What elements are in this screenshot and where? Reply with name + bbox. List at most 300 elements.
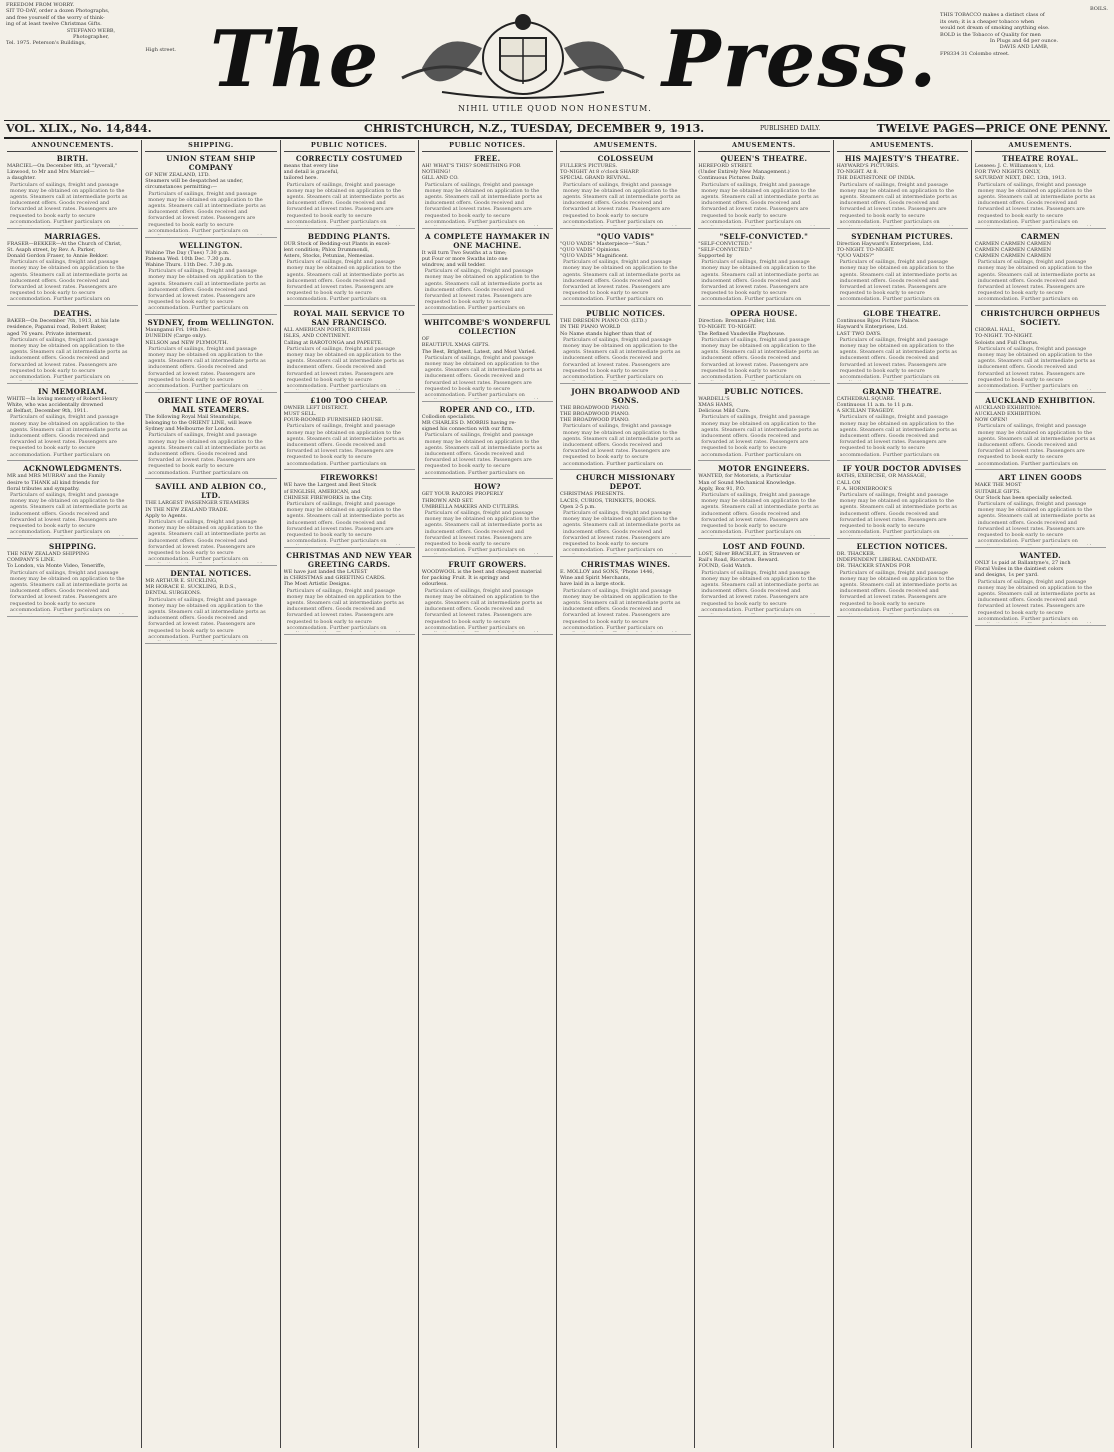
ad-line: DAVIS AND LAMB, <box>999 44 1049 51</box>
newspaper-columns <box>4 140 1110 1450</box>
advertisement-text: CARMEN CARMEN CARMEN <box>974 240 1051 247</box>
column-heading: AMUSEMENTS. <box>698 140 829 152</box>
advertisement-text: The following Royal Mail Steamships, <box>145 413 241 420</box>
advertisement-block <box>837 154 968 229</box>
advertisement-title: SYDENHAM PICTURES. <box>851 231 954 241</box>
advertisement-block <box>698 154 829 229</box>
newspaper-column <box>419 140 557 1448</box>
advertisement-text: aged 76 years. Private interment. <box>7 330 93 337</box>
advertisement-text: MR CHARLES D. MORRIS having re- <box>421 420 517 427</box>
advertisement-body-text: Particulars of sailings, freight and passage money may be obtained on application to the agents. Steamers call at intermediate ports as inducement offers. Goods received and forwarded at lowest rates. Passengers are requested to book early to secure accommodation. Further particulars on <box>701 569 819 613</box>
advertisement-text: WHITE—In loving memory of Robert Henry <box>7 395 118 402</box>
advertisement-text: and designs, 1s per yard. <box>974 572 1039 579</box>
advertisement-body-text: Particulars of sailings, freight and passage money may be obtained on application to the agents. Steamers call at intermediate ports as inducement offers. Goods received and forwarded at lowest rates. Passengers are requested to book early to secure accommodation. Further particulars on <box>839 181 957 225</box>
advertisement-text: windrow, and will tedder. <box>421 262 486 269</box>
ad-line: and free yourself of the worry of think- <box>6 14 105 21</box>
advertisement-body-text: Particulars of sailings, freight and passage money may be obtained on application to the agents. Steamers call at intermediate ports as inducement offers. Goods received and forwarded at lowest rates. Passengers are requested to book early to secure accommodation. Further particulars on <box>148 268 266 312</box>
advertisement-text: NELSON and NEW PLYMOUTH. <box>145 339 229 346</box>
advertisement-title: WELLINGTON. <box>179 240 243 250</box>
advertisement-title: HOW? <box>474 482 501 492</box>
advertisement-title: COLOSSEUM <box>597 154 654 163</box>
advertisement-text: HEREFORD STREET. <box>698 163 753 169</box>
advertisement-body-text: Particulars of sailings, freight and passage money may be obtained on application to the agents. Steamers call at intermediate ports as inducement offers. Goods received and forwarded at lowest rates. Passengers are requested to book early to secure accommodation. Further particulars on <box>701 414 819 458</box>
advertisement-text: TO-NIGHT. At 8. <box>836 169 879 176</box>
advertisement-text: Our Stock has been specially selected. <box>974 494 1073 501</box>
advertisement-text: BATHS, EXERCISE, OR MASSAGE, <box>836 473 927 480</box>
masthead-title-left: The <box>210 14 381 105</box>
advertisement-title: DENTAL NOTICES. <box>170 569 252 579</box>
advertisement-text: CATHEDRAL SQUARE. <box>836 395 896 402</box>
advertisement-text: The Best, Brightest, Latest, and Most Varied. <box>421 348 537 355</box>
advertisement-body-text: Particulars of sailings, freight and passage money may be obtained on application to the agents. Steamers call at intermediate ports as inducement offers. Goods received and forwarded at lowest rates. Passengers are requested to book early to secure accommodation. Further particulars on <box>839 259 957 303</box>
advertisement-text: OF NEW ZEALAND, LTD. <box>145 172 210 178</box>
advertisement-body-text: Particulars of sailings, freight and passage money may be obtained on application to the agents. Steamers call at intermediate ports as inducement offers. Goods received and forwarded at lowest rates. Passengers are requested to book early to secure accommodation. Further particulars on <box>10 569 128 613</box>
ad-line: FREEDOM FROM WORRY. <box>6 2 75 8</box>
advertisement-block <box>975 154 1106 229</box>
advertisement-text: FOUND, Gold Watch. <box>698 563 753 570</box>
advertisement-text: FOR TWO NIGHTS ONLY, <box>974 169 1041 176</box>
advertisement-block <box>284 551 415 635</box>
advertisement-body-text: Particulars of sailings, freight and passage money may be obtained on application to the agents. Steamers call at intermediate ports as inducement offers. Goods received and forwarded at lowest rates. Passengers are requested to book early to secure accommodation. Further particulars on <box>839 492 957 536</box>
advertisement-text: SPECIAL GRAND REVIVAL. <box>560 175 631 182</box>
ad-line: would not dream of smoking anything else. <box>940 25 1050 32</box>
advertisement-block <box>422 318 553 402</box>
advertisement-block <box>284 309 415 393</box>
advertisement-text: AUCKLAND EXHIBITION. <box>974 404 1042 411</box>
advertisement-text: OF <box>421 336 430 343</box>
advertisement-text: FRASER—BEKKER—At the Church of Christ, <box>7 240 122 247</box>
advertisement-text: FULLER'S PICTURES. <box>560 163 618 169</box>
advertisement-text: (Under Entirely New Management.) <box>698 169 790 176</box>
advertisement-text: MARCIEL—On December 8th, at "Iyverall," <box>7 163 118 169</box>
advertisement-body-text: Particulars of sailings, freight and passage money may be obtained on application to the agents. Steamers call at intermediate ports as inducement offers. Goods received and forwarded at lowest rates. Passengers are requested to book early to secure accommodation. Further particulars on <box>977 423 1096 467</box>
advertisement-text: IN THE PIANO WORLD <box>560 324 621 331</box>
advertisement-title: CHRISTCHURCH ORPHEUS SOCIETY. <box>980 309 1101 328</box>
advertisement-text: DENTAL SURGEONS. <box>145 590 202 597</box>
advertisement-text: CARMEN CARMEN CARMEN <box>974 253 1051 260</box>
column-heading: ANNOUNCEMENTS. <box>7 140 138 152</box>
advertisement-text: CHORAL HALL, <box>974 327 1016 334</box>
advertisement-title: THEATRE ROYAL. <box>1002 154 1079 163</box>
advertisement-text: CARMEN CARMEN CARMEN <box>974 246 1051 253</box>
advertisement-body-text: Particulars of sailings, freight and passage money may be obtained on application to the agents. Steamers call at intermediate ports as inducement offers. Goods received and forwarded at lowest rates. Passengers are requested to book early to secure accommodation. Further particulars on <box>701 492 819 536</box>
advertisement-text: for packing Fruit. It is springy and <box>421 575 510 582</box>
advertisement-block <box>7 464 138 539</box>
dateline-bar <box>4 120 1110 139</box>
advertisement-block <box>422 405 553 480</box>
advertisement-title: MARRIAGES. <box>44 231 101 241</box>
advertisement-block <box>560 154 691 229</box>
advertisement-text: Apply to Agents. <box>145 512 188 519</box>
advertisement-block <box>975 232 1106 307</box>
advertisement-body-text: Particulars of sailings, freight and passage money may be obtained on application to the agents. Steamers call at intermediate ports as inducement offers. Goods received and forwarded at lowest rates. Passengers are requested to book early to secure accommodation. Further particulars on <box>286 345 404 390</box>
advertisement-text: lent condition; Phlox Drummondi, <box>283 246 370 253</box>
advertisement-text: No Name stands higher than that of <box>560 330 652 337</box>
advertisement-text: "QUO VADIS" Magnificent. <box>560 253 629 260</box>
advertisement-title: SAVILL AND ALBION CO., LTD. <box>155 482 267 501</box>
advertisement-text: THE DRESDEN PIANO CO. (LTD.) <box>560 318 647 325</box>
issue-price: TWELVE PAGES—PRICE ONE PENNY. <box>876 122 1108 135</box>
advertisement-text: Asters, Stocks, Petunias, Nemesias. <box>283 253 375 260</box>
advertisement-text: Direction: Brennan-Fuller, Ltd. <box>698 318 777 325</box>
advertisement-text: Pateena Wed. 10th Dec. 7.30 p.m. <box>145 255 232 262</box>
advertisement-text: Donald Gordon Fraser, to Annie Bekker. <box>7 253 109 260</box>
advertisement-text: ISLES, AND CONTINENT. <box>283 333 351 340</box>
advertisement-body-text: Particulars of sailings, freight and passage money may be obtained on application to the agents. Steamers call at intermediate ports as inducement offers. Goods received and forwarded at lowest rates. Passengers are requested to book early to secure accommodation. Further particulars on <box>563 510 681 554</box>
advertisement-body-text: Particulars of sailings, freight and passage money may be obtained on application to the agents. Steamers call at intermediate ports as inducement offers. Goods received and forwarded at lowest rates. Passengers are requested to book early to secure accommodation. Further particulars on <box>148 519 266 563</box>
advertisement-title: ELECTION NOTICES. <box>856 542 948 552</box>
advertisement-body-text: Particulars of sailings, freight and passage money may be obtained on application to the agents. Steamers call at intermediate ports as inducement offers. Goods received and forwarded at lowest rates. Passengers are requested to book early to secure accommodation. Further particulars on <box>977 259 1096 303</box>
advertisement-body-text: Particulars of sailings, freight and passage money may be obtained on application to the agents. Steamers call at intermediate ports as inducement offers. Goods received and forwarded at lowest rates. Passengers are requested to book early to secure accommodation. Further particulars on <box>286 181 404 225</box>
advertisement-text: Apply, Box 91, P.O. <box>698 485 746 492</box>
advertisement-text: signed his connection with our firm. <box>421 426 514 433</box>
advertisement-text: ALL AMERICAN PORTS, BRITISH <box>283 327 371 334</box>
advertisement-text: desire to THANK all kind friends for <box>7 479 99 486</box>
advertisement-block <box>560 560 691 635</box>
column-heading: PUBLIC NOTICES. <box>422 140 553 152</box>
advertisement-text: CALL ON <box>836 479 861 486</box>
masthead-motto: NIHIL UTILE QUOD NON HONESTUM. <box>458 104 652 113</box>
advertisement-title: GRAND THEATRE. <box>862 386 942 396</box>
advertisement-text: HAYWARD'S PICTURES. <box>836 163 900 169</box>
advertisement-text: have laid in a large stock. <box>560 581 626 588</box>
ad-line: its own; it is a cheaper tobacco when <box>940 18 1035 25</box>
advertisement-body-text: Particulars of sailings, freight and passage money may be obtained on application to the agents. Steamers call at intermediate ports as inducement offers. Goods received and forwarded at lowest rates. Passengers are requested to book early to secure accommodation. Further particulars on <box>701 181 819 225</box>
newspaper-column <box>834 140 972 1448</box>
advertisement-body-text: Particulars of sailings, freight and passage money may be obtained on application to the agents. Steamers call at intermediate ports as inducement offers. Goods received and forwarded at lowest rates. Passengers are requested to book early to secure accommodation. Further particulars on <box>977 501 1096 545</box>
advertisement-body-text: Particulars of sailings, freight and passage money may be obtained on application to the agents. Steamers call at intermediate ports as inducement offers. Goods received and forwarded at lowest rates. Passengers are requested to book early to secure accommodation. Further particulars on <box>148 432 266 476</box>
advertisement-text: and detail is graceful, <box>283 169 339 176</box>
advertisement-text: tailored here. <box>283 175 318 182</box>
advertisement-body-text: Particulars of sailings, freight and passage money may be obtained on application to the agents. Steamers call at intermediate ports as inducement offers. Goods received and forwarded at lowest rates. Passengers are requested to book early to secure accommodation. Further particulars on <box>424 354 543 399</box>
advertisement-block <box>7 309 138 384</box>
advertisement-text: residence, Papanui road, Robert Baker, <box>7 324 107 331</box>
coat-of-arms-emblem <box>382 8 664 104</box>
advertisement-text: Linwood, to Mr and Mrs Marciel— <box>7 169 95 176</box>
advertisement-title: CHRISTMAS AND NEW YEAR GREETING CARDS. <box>286 551 413 570</box>
advertisement-title: SYDNEY, from WELLINGTON. <box>147 318 275 328</box>
newspaper-column <box>142 140 280 1448</box>
advertisement-title: ORIENT LINE OF ROYAL MAIL STEAMERS. <box>157 395 264 414</box>
advertisement-block <box>698 309 829 384</box>
advertisement-text: LACES, CURIOS, TRINKETS, BOOKS. <box>560 497 657 504</box>
advertisement-block <box>698 542 829 617</box>
advertisement-title: SHIPPING. <box>49 542 97 552</box>
advertisement-title: CHURCH MISSIONARY DEPOT. <box>576 473 676 492</box>
advertisement-text: COMPANY'S LINE. <box>7 557 56 564</box>
advertisement-text: GILL AND CO. <box>421 175 459 182</box>
advertisement-text: "SELF-CONVICTED." <box>698 240 753 247</box>
advertisement-text: "SELF-CONVICTED." <box>698 246 753 253</box>
advertisement-body-text: Particulars of sailings, freight and passage money may be obtained on application to the agents. Steamers call at intermediate ports as inducement offers. Goods received and forwarded at lowest rates. Passengers are requested to book early to secure accommodation. Further particulars on <box>563 336 681 381</box>
advertisement-body-text: Particulars of sailings, freight and passage money may be obtained on application to the agents. Steamers call at intermediate ports as inducement offers. Goods received and forwarded at lowest rates. Passengers are requested to book early to secure accommodation. Further particulars on <box>148 345 266 390</box>
advertisement-title: FIREWORKS! <box>320 473 379 483</box>
advertisement-block <box>698 232 829 307</box>
advertisement-body-text: Particulars of sailings, freight and passage money may be obtained on application to the agents. Steamers call at intermediate ports as inducement offers. Goods received and forwarded at lowest rates. Passengers are requested to book early to secure accommodation. Further particulars on <box>977 345 1096 390</box>
advertisement-text: Steamers will be despatched as under, <box>145 178 244 185</box>
advertisement-title: WANTED. <box>1019 551 1061 561</box>
advertisement-title: £100 TOO CHEAP. <box>310 395 388 405</box>
column-heading: PUBLIC NOTICES. <box>284 140 415 152</box>
ad-line: In Plugs and 6d per ounce. <box>989 38 1059 45</box>
advertisement-text: Delicious Mild Cure. <box>698 408 751 415</box>
advertisement-text: BAKER—On December 7th, 1913, at his late <box>7 318 120 325</box>
advertisement-text: MUST SELL. <box>283 411 317 418</box>
advertisement-text: Wine and Spirit Merchants, <box>560 575 631 582</box>
advertisement-text: MAKE THE MOST <box>974 482 1022 489</box>
publication-frequency: PUBLISHED DAILY. <box>760 125 821 132</box>
advertisement-text: circumstances permitting:— <box>145 184 218 191</box>
column-heading: AMUSEMENTS. <box>560 140 691 152</box>
advertisement-title: ROPER AND CO., LTD. <box>439 404 536 414</box>
advertisement-text: WE have the Largest and Best Stock <box>283 482 377 489</box>
advertisement-text: LOST, Silver BRACELET, in Strawven or <box>698 551 801 558</box>
advertisement-text: TO-NIGHT. TO-NIGHT. <box>836 246 895 253</box>
newspaper-column <box>281 140 419 1448</box>
advertisement-text: TO-NIGHT At 8 o'clock SHARP. <box>560 169 640 176</box>
advertisement-text: NOTHING! <box>421 169 451 176</box>
advertisement-title: FRUIT GROWERS. <box>448 560 527 570</box>
advertisement-body-text: Particulars of sailings, freight and passage money may be obtained on application to the agents. Steamers call at intermediate ports as inducement offers. Goods received and forwarded at lowest rates. Passengers are requested to book early to secure accommodation. Further particulars on <box>424 432 543 476</box>
advertisement-block <box>145 396 276 480</box>
advertisement-body-text: Particulars of sailings, freight and passage money may be obtained on application to the agents. Steamers call at intermediate ports as inducement offers. Goods received and forwarded at lowest rates. Passengers are requested to book early to secure accommodation. Further particulars on <box>839 414 957 458</box>
advertisement-text: DUNEDIN (Cargo only). <box>145 333 207 340</box>
advertisement-text: DR. THACKER. <box>836 551 876 558</box>
advertisement-text: Floral Voiles in the daintiest colors <box>974 566 1064 573</box>
advertisement-text: Collodion specialists. <box>421 413 476 420</box>
advertisement-text: THE BROADWOOD PIANO. <box>560 404 630 411</box>
advertisement-block <box>698 464 829 539</box>
advertisement-block <box>837 387 968 462</box>
advertisement-text: at Belfast, December 9th, 1911. <box>7 408 88 415</box>
advertisement-text: WE have just landed the LATEST <box>283 569 368 576</box>
ad-line: BOILS. <box>1090 6 1108 12</box>
advertisement-block <box>7 154 138 229</box>
newspaper-column <box>972 140 1109 1448</box>
advertisement-title: DEATHS. <box>53 309 92 319</box>
advertisement-title: A COMPLETE HAYMAKER IN ONE MACHINE. <box>425 231 550 250</box>
advertisement-text: GET YOUR RAZORS PROPERLY <box>421 491 504 498</box>
advertisement-block <box>7 542 138 617</box>
advertisement-text: means that every line <box>283 163 339 169</box>
advertisement-text: LAST TWO DAYS. <box>836 330 882 337</box>
advertisement-block <box>975 473 1106 548</box>
advertisement-text: INDEPENDENT LIBERAL CANDIDATE. <box>836 557 938 564</box>
advertisement-text: of ENGLISH, AMERICAN, and <box>283 488 361 495</box>
advertisement-text: THE BROADWOOD PIANO. <box>560 417 630 424</box>
advertisement-body-text: Particulars of sailings, freight and passage money may be obtained on application to the agents. Steamers call at intermediate ports as inducement offers. Goods received and forwarded at lowest rates. Passengers are requested to book early to secure accommodation. Further particulars on <box>286 501 404 545</box>
advertisement-body-text: Particulars of sailings, freight and passage money may be obtained on application to the agents. Steamers call at intermediate ports as inducement offers. Goods received and forwarded at lowest rates. Passengers are requested to book early to secure accommodation. Further particulars on <box>148 596 266 640</box>
advertisement-block <box>422 154 553 229</box>
newspaper-column <box>4 140 142 1448</box>
advertisement-text: NOW OPEN! <box>974 417 1008 424</box>
advertisement-text: Hayward's Enterprises, Ltd. <box>836 324 908 331</box>
advertisement-title: IN MEMORIAM. <box>38 386 108 396</box>
advertisement-block <box>145 482 276 566</box>
advertisement-block <box>284 396 415 471</box>
advertisement-body-text: Particulars of sailings, freight and passage money may be obtained on application to the agents. Steamers call at intermediate ports as inducement offers. Goods received and forwarded at lowest rates. Passengers are requested to book early to secure accommodation. Further particulars on <box>148 190 266 234</box>
advertisement-block <box>422 232 553 316</box>
advertisement-text: Lessees: J. C. Williamson's, Ltd. <box>974 163 1055 169</box>
advertisement-text: The Refined Vaudeville Playhouse. <box>698 330 786 337</box>
advertisement-text: Maunganui Fri. 19th Dec. <box>145 327 211 334</box>
advertisement-title: JOHN BROADWOOD AND SONS. <box>571 386 680 405</box>
advertisement-body-text: Particulars of sailings, freight and passage money may be obtained on application to the agents. Steamers call at intermediate ports as inducement offers. Goods received and forwarded at lowest rates. Passengers are requested to book early to secure accommodation. Further particulars on <box>701 336 819 381</box>
ad-line: BOLD is the Tobacco of Quality for men <box>940 31 1041 38</box>
advertisement-body-text: Particulars of sailings, freight and passage money may be obtained on application to the agents. Steamers call at intermediate ports as inducement offers. Goods received and forwarded at lowest rates. Passengers are requested to book early to secure accommodation. Further particulars on <box>839 569 957 613</box>
advertisement-block <box>837 232 968 307</box>
advertisement-text: Continuous 11 a.m. to 11 p.m. <box>836 402 914 409</box>
advertisement-text: THE NEW ZEALAND SHIPPING <box>7 551 90 558</box>
advertisement-text: WOODWOOL is the best and cheapest material <box>421 569 542 576</box>
advertisement-body-text: Particulars of sailings, freight and passage money may be obtained on application to the agents. Steamers call at intermediate ports as inducement offers. Goods received and forwarded at lowest rates. Passengers are requested to book early to secure accommodation. Further particulars on <box>563 181 681 225</box>
advertisement-block <box>145 569 276 644</box>
top-left-advertisement <box>6 2 176 53</box>
advertisement-body-text: Particulars of sailings, freight and passage money may be obtained on application to the agents. Steamers call at intermediate ports as inducement offers. Goods received and forwarded at lowest rates. Passengers are requested to book early to secure accommodation. Further particulars on <box>424 587 543 631</box>
ad-line: Tel. 1975. Peterson's Buildings, <box>6 40 86 47</box>
advertisement-title: AUCKLAND EXHIBITION. <box>985 395 1096 405</box>
advertisement-text: SATURDAY NEXT, DEC. 13th, 1913. <box>974 175 1067 182</box>
advertisement-text: OWNER LEFT DISTRICT. <box>283 404 348 411</box>
advertisement-title: LOST AND FOUND. <box>722 542 806 552</box>
advertisement-block <box>145 318 276 393</box>
advertisement-body-text: Particulars of sailings, freight and passage money may be obtained on application to the agents. Steamers call at intermediate ports as inducement offers. Goods received and forwarded at lowest rates. Passengers are requested to book early to secure accommodation. Further particulars on <box>10 336 128 381</box>
column-heading: AMUSEMENTS. <box>837 140 968 152</box>
advertisement-title: HIS MAJESTY'S THEATRE. <box>844 154 960 163</box>
advertisement-title: QUEEN'S THEATRE. <box>720 154 808 163</box>
advertisement-text: E. MOLLOY and SONS, 'Phone 1446, <box>560 569 655 576</box>
newspaper-column <box>557 140 695 1448</box>
advertisement-text: odourless. <box>421 581 448 588</box>
advertisement-text: DR. THACKER STANDS FOR <box>836 563 911 570</box>
volume-number: VOL. XLIX., No. 14,844. <box>6 122 152 135</box>
advertisement-block <box>284 232 415 307</box>
advertisement-title: "SELF-CONVICTED." <box>719 231 809 241</box>
advertisement-title: CHRISTMAS WINES. <box>580 560 671 570</box>
advertisement-text: FOUR-ROOMED FURNISHED HOUSE. <box>283 417 384 424</box>
advertisement-text: Open 2-5 p.m. <box>560 503 596 510</box>
advertisement-text: F. A. HORNIBROOK'S <box>836 485 892 492</box>
advertisement-title: GLOBE THEATRE. <box>863 309 942 319</box>
advertisement-body-text: Particulars of sailings, freight and passage money may be obtained on application to the agents. Steamers call at intermediate ports as inducement offers. Goods received and forwarded at lowest rates. Passengers are requested to book early to secure accommodation. Further particulars on <box>286 587 404 631</box>
advertisement-text: MR ARTHUR E. SUCKLING, <box>145 578 218 585</box>
advertisement-text: CHINESE FIREWORKS in the City. <box>283 494 373 501</box>
advertisement-text: Calling at RAROTONGA and PAPEETE. <box>283 339 383 346</box>
advertisement-text: AH! WHAT'S THIS? SOMETHING FOR <box>421 163 521 169</box>
ad-line: Photographer, <box>73 34 109 41</box>
advertisement-text: Sydney and Melbourne for London. <box>145 426 235 433</box>
advertisement-body-text: Particulars of sailings, freight and passage money may be obtained on application to the agents. Steamers call at intermediate ports as inducement offers. Goods received and forwarded at lowest rates. Passengers are requested to book early to secure accommodation. Further particulars on <box>563 423 681 467</box>
masthead-title-right: Press. <box>662 14 939 105</box>
advertisement-text: Man of Sound Mechanical Knowledge. <box>698 479 796 486</box>
advertisement-text: belonging to the ORIENT LINE, will leave <box>145 420 252 427</box>
ad-line: FP8334 31 Colombo street. <box>940 50 1010 57</box>
advertisement-body-text: Particulars of sailings, freight and passage money may be obtained on application to the agents. Steamers call at intermediate ports as inducement offers. Goods received and forwarded at lowest rates. Passengers are requested to book early to secure accommodation. Further particulars on <box>977 181 1096 225</box>
advertisement-text: Continuous Pictures Daily. <box>698 175 766 182</box>
advertisement-text: WANTED, for Motorists, a Particular <box>698 473 792 480</box>
column-heading: SHIPPING. <box>145 140 276 152</box>
advertisement-text: put Four or more Swaths into one <box>421 255 508 262</box>
advertisement-title: FREE. <box>474 154 501 163</box>
ad-line: STEFFANO WEBB, <box>66 27 116 34</box>
advertisement-block <box>7 232 138 307</box>
advertisement-block <box>422 482 553 557</box>
advertisement-body-text: Particulars of sailings, freight and passage money may be obtained on application to the agents. Steamers call at intermediate ports as inducement offers. Goods received and forwarded at lowest rates. Passengers are requested to book early to secure accommodation. Further particulars on <box>424 181 543 225</box>
advertisement-title: CORRECTLY COSTUMED <box>295 154 403 163</box>
advertisement-text: CHRISTMAS PRESENTS. <box>560 491 625 498</box>
ad-line: ing of at least twelve Christmas Gifts. <box>6 21 102 28</box>
ad-line: High street. <box>145 46 176 53</box>
advertisement-title: ROYAL MAIL SERVICE TO SAN FRANCISCO. <box>293 309 405 328</box>
advertisement-text: It will turn Two Swaths at a time; <box>421 249 507 256</box>
advertisement-title: "QUO VADIS" <box>596 231 655 241</box>
advertisement-text: The Most Artistic Designs. <box>283 581 351 588</box>
advertisement-title: ART LINEN GOODS <box>998 473 1083 483</box>
masthead <box>0 0 1114 120</box>
advertisement-title: CARMEN <box>1020 231 1060 241</box>
advertisement-title: OPERA HOUSE. <box>730 309 798 319</box>
advertisement-title: MOTOR ENGINEERS. <box>718 464 810 474</box>
advertisement-text: TO-NIGHT. TO-NIGHT. <box>698 324 757 331</box>
advertisement-text: a daughter. <box>7 175 36 182</box>
advertisement-text: THE BROADWOOD PIANO. <box>560 411 630 418</box>
advertisement-body-text: Particulars of sailings, freight and passage money may be obtained on application to the agents. Steamers call at intermediate ports as inducement offers. Goods received and forwarded at lowest rates. Passengers are requested to book early to secure accommodation. Further particulars on <box>563 587 681 631</box>
advertisement-text: BEAUTIFUL XMAS GIFTS. <box>421 342 490 349</box>
advertisement-block <box>837 542 968 617</box>
advertisement-body-text: Particulars of sailings, freight and passage money may be obtained on application to the agents. Steamers call at intermediate ports as inducement offers. Goods received and forwarded at lowest rates. Passengers are requested to book early to secure accommodation. Further particulars on <box>701 259 819 303</box>
advertisement-text: White, who was accidentally drowned <box>7 402 104 409</box>
advertisement-text: Rail's Road, Riccarton. Reward. <box>698 557 779 564</box>
advertisement-body-text: Particulars of sailings, freight and passage money may be obtained on application to the agents. Steamers call at intermediate ports as inducement offers. Goods received and forwarded at lowest rates. Passengers are requested to book early to secure accommodation. Further particulars on <box>10 181 128 225</box>
column-heading: AMUSEMENTS. <box>975 140 1106 152</box>
advertisement-text: THROWN AND SET. <box>421 497 474 504</box>
advertisement-text: UMBRELLA MAKERS AND CUTLERS. <box>421 503 520 510</box>
advertisement-text: Continuous Bijou Picture Palace. <box>836 318 920 325</box>
advertisement-text: floral tributes and sympathy. <box>7 485 80 492</box>
advertisement-text: MR and MRS MURRAY and the Family <box>7 473 106 480</box>
advertisement-text: Wahine Thurs. 11th Dec. 7.30 p.m. <box>145 262 234 269</box>
advertisement-block <box>145 241 276 316</box>
advertisement-block <box>7 387 138 462</box>
advertisement-block <box>560 232 691 307</box>
advertisement-text: XMAS HAMS, <box>698 402 734 409</box>
advertisement-text: Supported by <box>698 253 733 260</box>
advertisement-block <box>284 473 415 548</box>
advertisement-text: Soloists and Full Chorus. <box>974 339 1039 346</box>
newspaper-column <box>695 140 833 1448</box>
advertisement-block <box>975 396 1106 471</box>
advertisement-block <box>560 473 691 557</box>
advertisement-text: Wahine The Day (Tues) 7.30 p.m. <box>145 249 230 256</box>
advertisement-text: AUCKLAND EXHIBITION. <box>974 411 1042 418</box>
advertisement-block <box>837 464 968 539</box>
advertisement-title: ACKNOWLEDGMENTS. <box>23 464 123 474</box>
advertisement-body-text: Particulars of sailings, freight and passage money may be obtained on application to the agents. Steamers call at intermediate ports as inducement offers. Goods received and forwarded at lowest rates. Passengers are requested to book early to secure accommodation. Further particulars on <box>563 259 681 303</box>
advertisement-body-text: Particulars of sailings, freight and passage money may be obtained on application to the agents. Steamers call at intermediate ports as inducement offers. Goods received and forwarded at lowest rates. Passengers are requested to book early to secure accommodation. Further particulars on <box>286 423 404 467</box>
advertisement-title: BIRTH. <box>56 154 89 163</box>
advertisement-text: Direction Hayward's Enterprises, Ltd. <box>836 240 934 247</box>
advertisement-text: THE LARGEST PASSENGER STEAMERS <box>145 500 250 507</box>
advertisement-text: ONLY 1s paid at Ballantyne's, 27 inch <box>974 560 1071 567</box>
advertisement-body-text: Particulars of sailings, freight and passage money may be obtained on application to the agents. Steamers call at intermediate ports as inducement offers. Goods received and forwarded at lowest rates. Passengers are requested to book early to secure accommodation. Further particulars on <box>839 336 957 381</box>
advertisement-block <box>284 154 415 229</box>
ad-line: THIS TOBACCO makes a distinct class of <box>940 12 1045 19</box>
advertisement-text: SUITABLE GIFTS. <box>974 488 1021 495</box>
advertisement-title: BEDDING PLANTS. <box>307 231 391 241</box>
advertisement-body-text: Particulars of sailings, freight and passage money may be obtained on application to the agents. Steamers call at intermediate ports as inducement offers. Goods received and forwarded at lowest rates. Passengers are requested to book early to secure accommodation. Further particulars on <box>424 510 543 554</box>
advertisement-block <box>698 387 829 462</box>
advertisement-body-text: Particulars of sailings, freight and passage money may be obtained on application to the agents. Steamers call at intermediate ports as inducement offers. Goods received and forwarded at lowest rates. Passengers are requested to book early to secure accommodation. Further particulars on <box>286 259 404 303</box>
